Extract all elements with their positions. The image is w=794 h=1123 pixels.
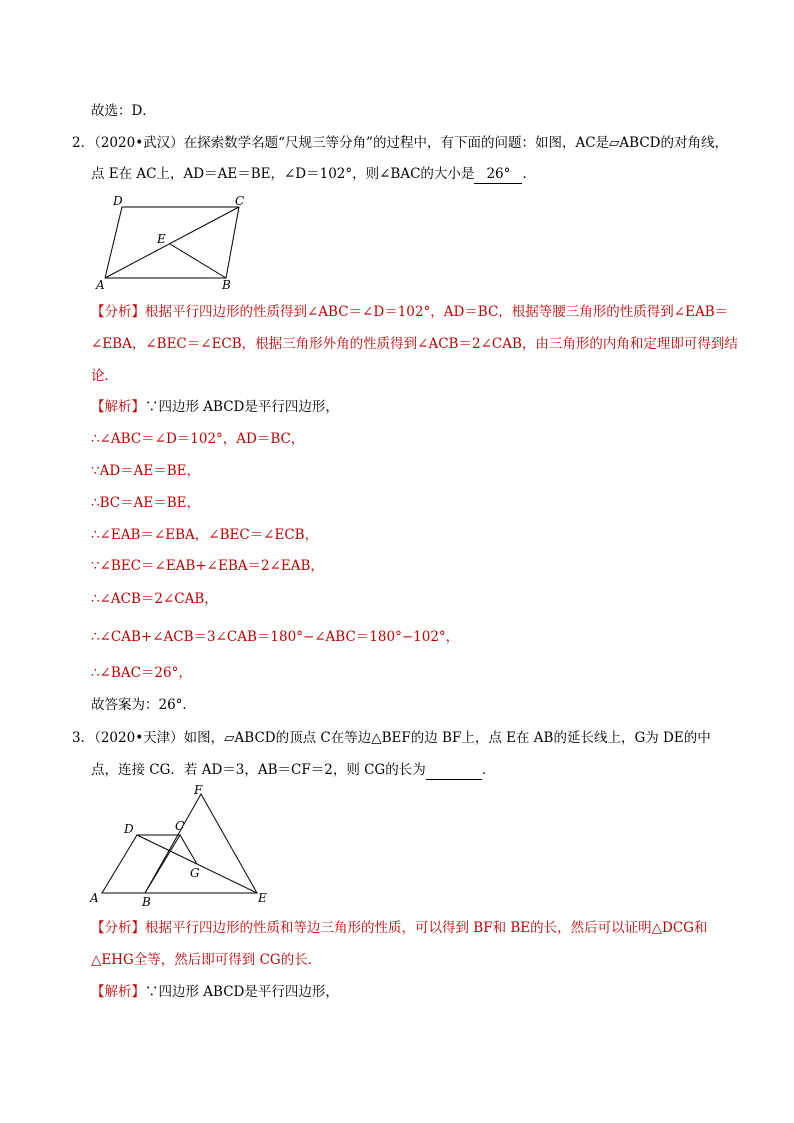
analysis-2-line-2: ∠EBA，∠BEC＝∠ECB，根据三角形外角的性质得到∠ACB＝2∠CAB，由三角形的内角和定理即可得到结 [91, 336, 738, 352]
label-d: D [113, 194, 123, 208]
analysis-2-line-1: 【分析】根据平行四边形的性质得到∠ABC＝∠D＝102°，AD＝BC，根据等腰三角形的性质得到∠EAB＝ [91, 304, 729, 320]
problem-3-line-1: 3．（2020•天津）如图，▱ABCD的顶点 C在等边△BEF的边 BF上，点 E在 AB的延长线上，G为 DE的中 [72, 730, 711, 746]
parallelogram-figure-1 [95, 193, 255, 293]
solution-2-answer: 故答案为：26°． [91, 697, 196, 713]
analysis-3-line-1: 【分析】根据平行四边形的性质和等边三角形的性质，可以得到 BF和 BE的长，然后可以证明△DCG和 [91, 920, 708, 936]
problem-3-line-2: 点，连接 CG．若 AD＝3，AB＝CF＝2，则 CG的长为 ． [91, 762, 496, 778]
conclusion-line: 故选：D． [91, 103, 156, 119]
parallelogram-abcd [102, 835, 180, 893]
label-e: E [157, 232, 166, 246]
solution-2-header: 【解析】∵四边形 ABCD是平行四边形， [91, 399, 339, 415]
solution-2-step-5: ∵∠BEC＝∠EAB+∠EBA＝2∠EAB， [91, 558, 324, 574]
solution-2-step-7: ∴∠CAB+∠ACB＝3∠CAB＝180°−∠ABC＝180°−102°， [91, 629, 460, 645]
answer-blank: 26° [474, 165, 522, 184]
solution-2-step-8: ∴∠BAC＝26°， [91, 665, 192, 681]
label-c: C [235, 194, 245, 208]
label-a: A [90, 891, 99, 905]
solution-3-header: 【解析】∵四边形 ABCD是平行四边形， [91, 984, 339, 1000]
problem-2-line-1: 2．（2020•武汉）在探索数学名题“尺规三等分角”的过程中，有下面的问题：如图，AC是▱ABCD的对角线， [72, 135, 728, 151]
problem-2-line-2: 点 E在 AC上，AD＝AE＝BE，∠D＝102°，则∠BAC的大小是 26° ． [91, 166, 536, 182]
parallelogram-triangle-figure-2 [85, 780, 285, 910]
solution-2-step-4: ∴∠EAB＝∠EBA，∠BEC＝∠ECB， [91, 527, 319, 543]
solution-2-step-6: ∴∠ACB＝2∠CAB， [91, 591, 218, 607]
label-f: F [194, 783, 203, 797]
label-e: E [258, 891, 267, 905]
solution-2-step-3: ∴BC＝AE＝BE， [91, 495, 200, 511]
label-a: A [96, 278, 105, 292]
label-g: G [190, 866, 200, 880]
label-b: B [222, 278, 231, 292]
answer-blank-empty [426, 761, 482, 780]
label-d: D [124, 822, 134, 836]
label-b: B [142, 895, 151, 909]
segment-be [170, 244, 226, 278]
solution-2-step-2: ∵AD＝AE＝BE， [91, 463, 201, 479]
label-c: C [175, 819, 185, 833]
solution-2-step-1: ∴∠ABC＝∠D＝102°，AD＝BC， [91, 431, 305, 447]
analysis-3-line-2: △EHG全等，然后即可得到 CG的长． [91, 952, 322, 968]
equilateral-triangle-bef [145, 794, 257, 893]
analysis-2-line-3: 论． [91, 368, 118, 384]
diagonal-ac [105, 207, 239, 278]
